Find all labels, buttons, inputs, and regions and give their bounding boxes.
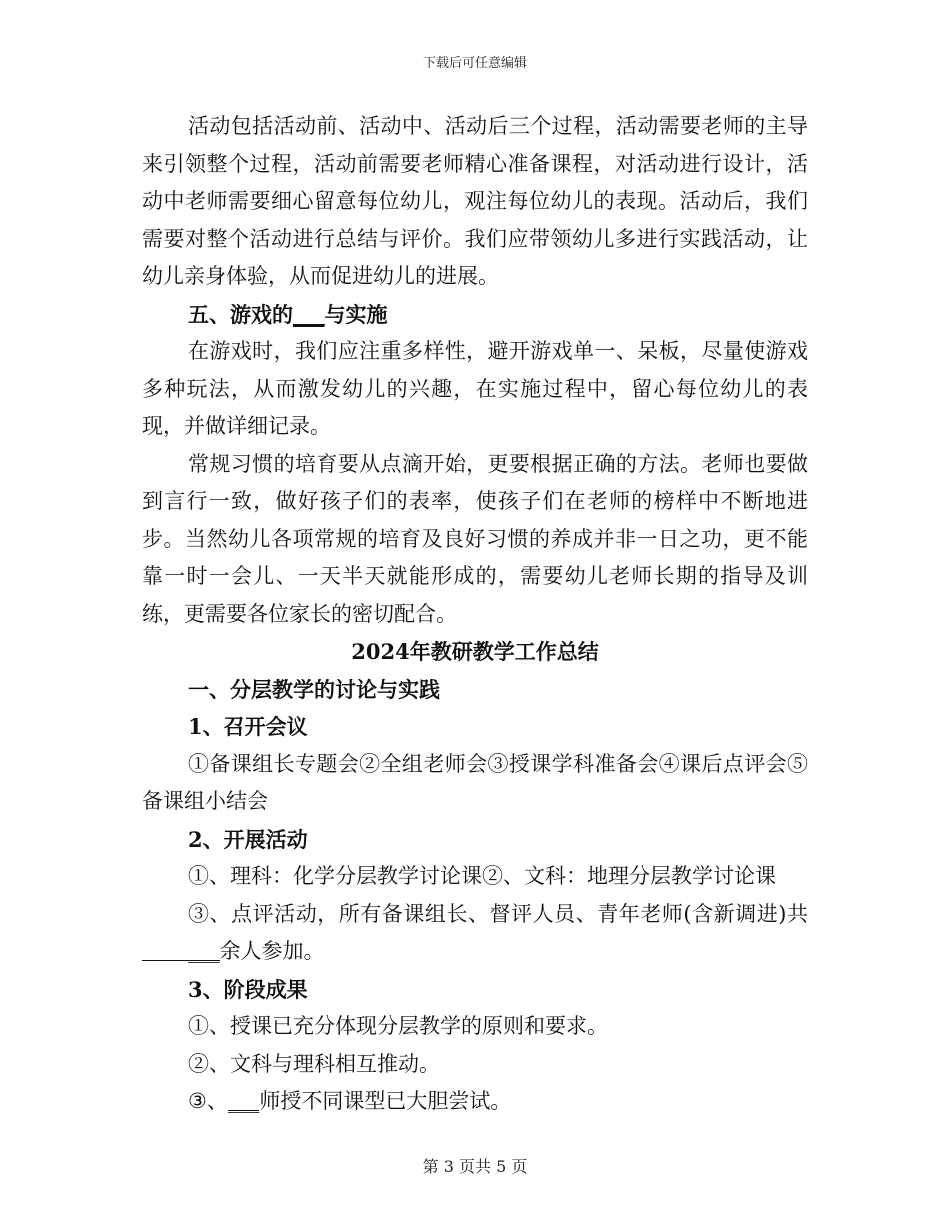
activity-item-2-post: 余人参加。 (219, 939, 325, 963)
result-item-3 (142, 1083, 808, 1121)
subheading-results: 3、阶段成果 (188, 976, 308, 1002)
activity-item-2 (142, 896, 808, 971)
result-item-3-blank: ___ (227, 1089, 260, 1113)
result-item-1: ①、授课已充分体现分层教学的原则和要求。 (188, 1014, 608, 1038)
document-body (142, 108, 808, 1121)
paragraph-habit-training: 常规习惯的培育要从点滴开始，更要根据正确的方法。老师也要做到言行一致，做好孩子们的表率，使孩子们在老师的榜样中不断地进步。当然幼儿各项常规的培育及良好习惯的养成并非一日之功，更不能靠一时一会儿、一天半天就能形成的，需要幼儿老师长期的指导及训练，更需要各位家长的密切配合。 (142, 451, 808, 626)
document-title: 2024年教研教学工作总结 (351, 639, 599, 664)
heading-text-post: 与实施 (324, 301, 388, 327)
result-item-2: ②、文科与理科相互推动。 (188, 1051, 440, 1076)
section-heading-game (142, 296, 808, 334)
activity-item-1: ①、理科：化学分层教学讨论课②、文科：地理分层教学讨论课 (188, 864, 776, 888)
heading-blank: ___ (293, 301, 325, 327)
paragraph-game-diversity: 在游戏时，我们应注重多样性，避开游戏单一、呆板，尽量使游戏多种玩法，从而激发幼儿的兴趣，在实施过程中，留心每位幼儿的表现，并做详细记录。 (142, 339, 808, 438)
page-header: 下载后可任意编辑 (422, 56, 527, 71)
result-item-3-pre: ③、 (188, 1089, 228, 1113)
section-heading-layered-teaching: 一、分层教学的讨论与实践 (188, 676, 440, 702)
result-item-3-post: 师授不同课型已大胆尝试。 (259, 1089, 512, 1113)
page-footer: 第 3 页共 5 页 (422, 1157, 528, 1176)
meetings-list: ①备课组长专题会②全组老师会③授课学科准备会④课后点评会⑤备课组小结会 (142, 751, 808, 813)
activity-item-2-blank: ___ (142, 942, 220, 961)
paragraph-activity-process: 活动包括活动前、活动中、活动后三个过程，活动需要老师的主导来引领整个过程，活动前需要老师精心准备课程，对活动进行设计，活动中老师需要细心留意每位幼儿，观注每位幼儿的表现。活动后，我们需要对整个活动进行总结与评价。我们应带领幼儿多进行实践活动，让幼儿亲身体验，从而促进幼儿的进展。 (142, 114, 808, 288)
subheading-meetings: 1、召开会议 (188, 714, 308, 739)
activity-item-2-pre: ③、点评活动，所有备课组长、督评人员、青年老师(含新调进)共 (188, 901, 808, 926)
subheading-activities: 2、开展活动 (188, 826, 308, 852)
heading-text-pre: 五、游戏的 (188, 301, 293, 327)
